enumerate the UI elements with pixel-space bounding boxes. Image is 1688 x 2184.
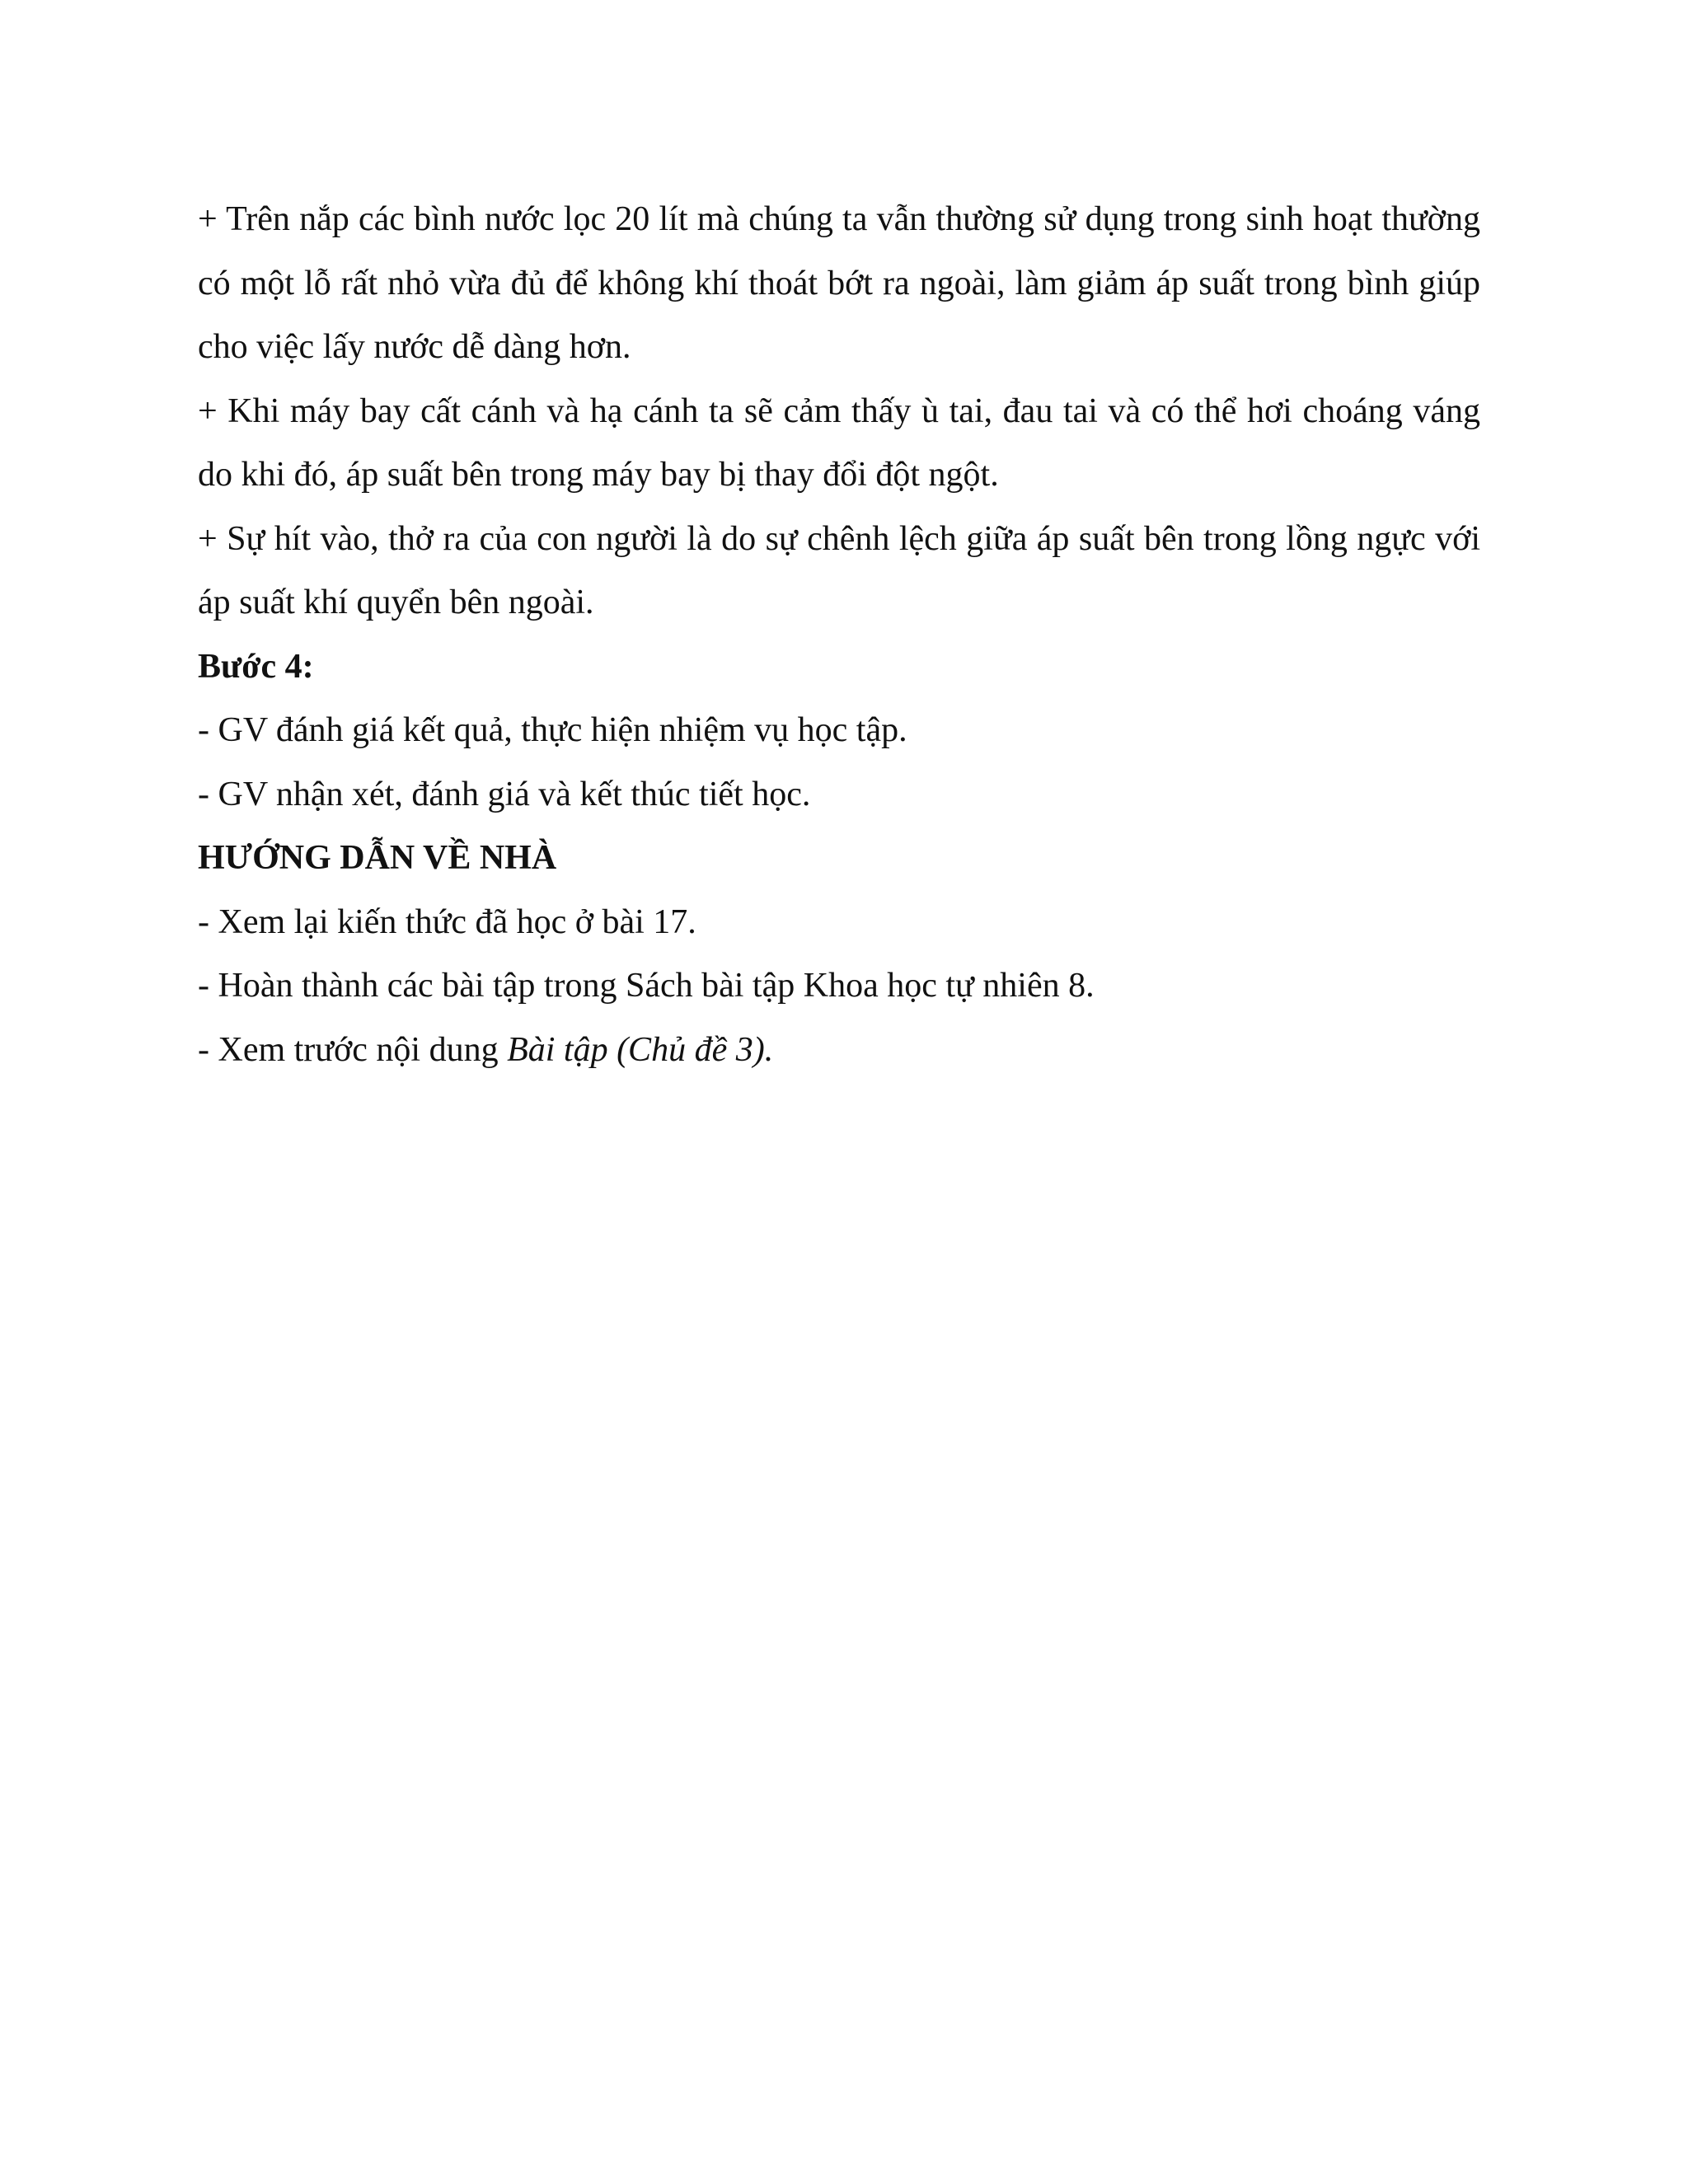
home-item-preview xyxy=(198,1019,1480,1083)
step-4-heading: Bước 4: xyxy=(198,647,314,686)
paragraph-airplane: + Khi máy bay cất cánh và hạ cánh ta sẽ cảm thấy ù tai, đau tai và có thể hơi choáng váng do khi đó, áp suất bên trong máy bay bị thay đổi đột ngột. xyxy=(198,391,1480,494)
home-item-preview-title: Bài tập (Chủ đề 3). xyxy=(507,1030,774,1069)
paragraph-water-bottle: + Trên nắp các bình nước lọc 20 lít mà chúng ta vẫn thường sử dụng trong sinh hoạt thường có một lỗ rất nhỏ vừa đủ để không khí thoát bớt ra ngoài, làm giảm áp suất trong bình giúp cho việc lấy nước dễ dàng hơn. xyxy=(198,200,1480,366)
document-body xyxy=(198,188,1480,1082)
paragraph-breathing: + Sự hít vào, thở ra của con người là do sự chênh lệch giữa áp suất bên trong lồng ngực với áp suất khí quyển bên ngoài. xyxy=(198,519,1480,621)
home-guide-heading: HƯỚNG DẪN VỀ NHÀ xyxy=(198,839,557,877)
home-item-review: - Xem lại kiến thức đã học ở bài 17. xyxy=(198,902,696,941)
step-4-item-conclude: - GV nhận xét, đánh giá và kết thúc tiết học. xyxy=(198,775,811,813)
step-4-item-evaluate: - GV đánh giá kết quả, thực hiện nhiệm vụ học tập. xyxy=(198,711,907,749)
home-item-preview-prefix: - Xem trước nội dung xyxy=(198,1030,508,1069)
home-item-exercises: - Hoàn thành các bài tập trong Sách bài tập Khoa học tự nhiên 8. xyxy=(198,967,1095,1005)
